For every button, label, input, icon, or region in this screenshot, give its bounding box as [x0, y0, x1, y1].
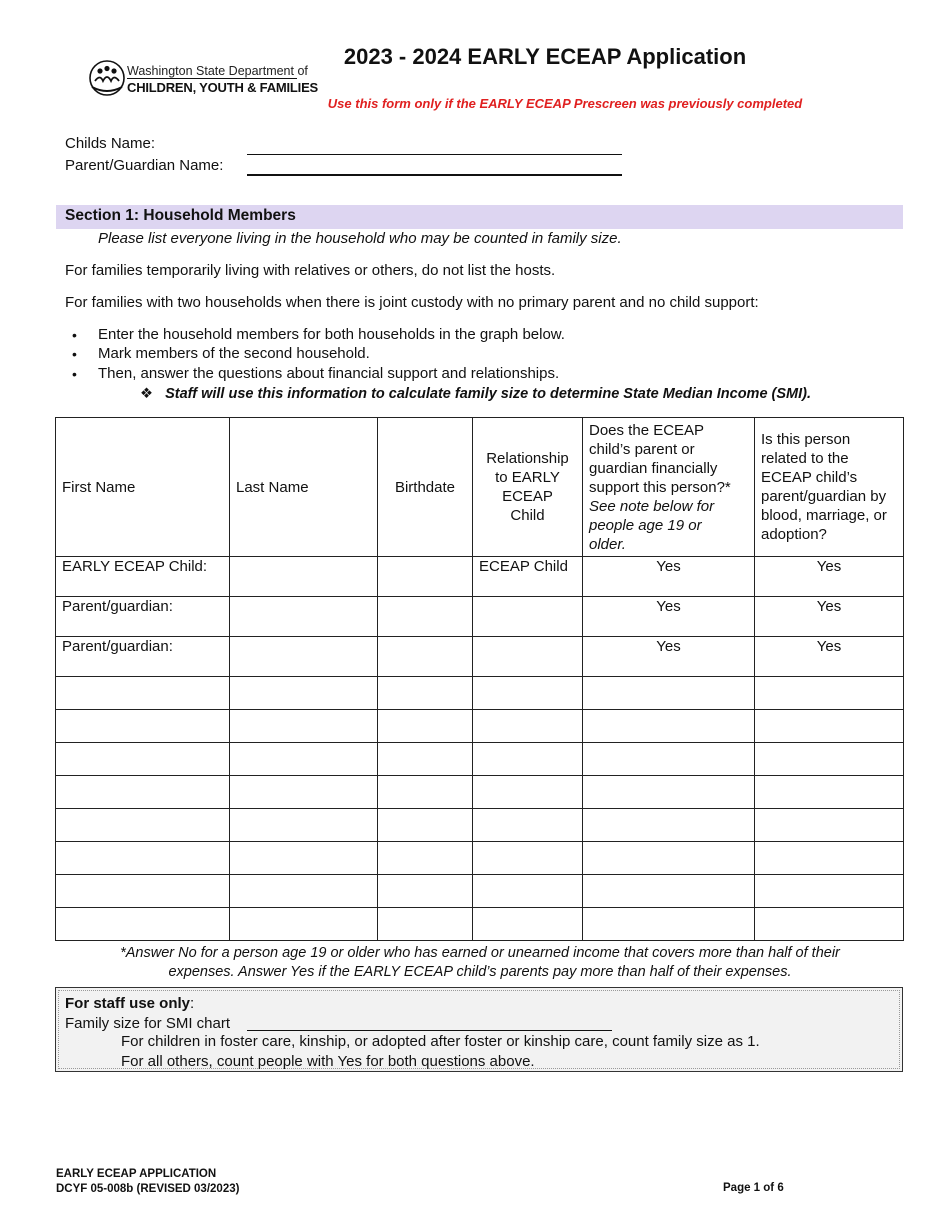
- cell-related[interactable]: [755, 776, 904, 809]
- cell-relationship[interactable]: [473, 710, 583, 743]
- cell-birthdate[interactable]: [378, 637, 473, 677]
- cell-first-name: EARLY ECEAP Child:: [56, 557, 230, 597]
- cell-financial-support[interactable]: [583, 677, 755, 710]
- cell-relationship[interactable]: [473, 875, 583, 908]
- header-financial-support: Does the ECEAP child’s parent or guardian financially support this person?* See note below for people age 19 or older.: [583, 418, 755, 557]
- child-name-field[interactable]: [247, 154, 622, 155]
- logo-agency-text: CHILDREN, YOUTH & FAMILIES: [127, 80, 319, 95]
- footer-form-number: DCYF 05-008b (REVISED 03/2023): [56, 1183, 240, 1195]
- cell-related: Yes: [755, 637, 904, 677]
- table-row-empty: [56, 875, 904, 908]
- cell-first-name[interactable]: [56, 776, 230, 809]
- child-name-label: Childs Name:: [65, 135, 156, 152]
- cell-last-name[interactable]: [230, 809, 378, 842]
- table-header-row: [56, 418, 904, 557]
- dcyf-logo-icon: [88, 59, 126, 99]
- cell-relationship[interactable]: [473, 677, 583, 710]
- table-row-empty: [56, 776, 904, 809]
- page-number: Page 1 of 6: [723, 1182, 784, 1194]
- page-title: 2023 - 2024 EARLY ECEAP Application: [343, 44, 747, 69]
- table-footnote: *Answer No for a person age 19 or older who has earned or unearned income that covers more than half of their expenses. Answer Yes if the EARLY ECEAP child’s parents pay more than half of their expenses.: [120, 945, 840, 980]
- table-row-empty: [56, 842, 904, 875]
- cell-birthdate[interactable]: [378, 597, 473, 637]
- cell-last-name[interactable]: [230, 637, 378, 677]
- footer-form-name: EARLY ECEAP APPLICATION: [56, 1168, 217, 1180]
- cell-last-name[interactable]: [230, 743, 378, 776]
- cell-financial-support[interactable]: [583, 809, 755, 842]
- staff-use-box: [55, 987, 903, 1072]
- cell-birthdate[interactable]: [378, 875, 473, 908]
- cell-first-name: Parent/guardian:: [56, 637, 230, 677]
- cell-financial-support[interactable]: [583, 875, 755, 908]
- cell-relationship[interactable]: [473, 908, 583, 941]
- bullet-item-3: Then, answer the questions about financial support and relationships.: [98, 365, 560, 382]
- cell-related[interactable]: [755, 677, 904, 710]
- staff-smi-note-text: Staff will use this information to calculate family size to determine State Median Income (SMI).: [165, 386, 812, 402]
- cell-first-name[interactable]: [56, 743, 230, 776]
- logo-department-text: Washington State Department of: [127, 64, 308, 78]
- cell-birthdate[interactable]: [378, 809, 473, 842]
- staff-note-others: For all others, count people with Yes for both questions above.: [121, 1053, 535, 1070]
- table-row-empty: [56, 809, 904, 842]
- cell-last-name[interactable]: [230, 597, 378, 637]
- logo-rule: [127, 78, 297, 79]
- cell-financial-support[interactable]: [583, 710, 755, 743]
- cell-last-name[interactable]: [230, 875, 378, 908]
- staff-smi-note: [140, 386, 811, 402]
- cell-first-name[interactable]: [56, 908, 230, 941]
- header-related: Is this person related to the ECEAP child’s parent/guardian by blood, marriage, or adoption?: [755, 418, 904, 557]
- parent-name-field[interactable]: [247, 174, 622, 176]
- header-first-name: First Name: [56, 418, 230, 557]
- cell-related[interactable]: [755, 842, 904, 875]
- cell-financial-support[interactable]: [583, 776, 755, 809]
- cell-first-name[interactable]: [56, 710, 230, 743]
- staff-note-foster: For children in foster care, kinship, or adopted after foster or kinship care, count family size as 1.: [121, 1033, 760, 1050]
- cell-birthdate[interactable]: [378, 677, 473, 710]
- cell-related[interactable]: [755, 743, 904, 776]
- bullet-item-1: Enter the household members for both households in the graph below.: [98, 326, 565, 343]
- section-1-para-joint-custody: For families with two households when there is joint custody with no primary parent and no child support:: [65, 294, 759, 311]
- household-members-table: [55, 417, 904, 941]
- table-row-empty: [56, 743, 904, 776]
- bullet-icon: •: [72, 327, 77, 343]
- cell-last-name[interactable]: [230, 557, 378, 597]
- cell-last-name[interactable]: [230, 842, 378, 875]
- cell-related[interactable]: [755, 710, 904, 743]
- cell-related: Yes: [755, 557, 904, 597]
- cell-birthdate[interactable]: [378, 842, 473, 875]
- table-row-empty: [56, 677, 904, 710]
- bullet-item-2: Mark members of the second household.: [98, 345, 370, 362]
- cell-financial-support: Yes: [583, 637, 755, 677]
- cell-last-name[interactable]: [230, 677, 378, 710]
- header-relationship: Relationship to EARLY ECEAP Child: [473, 418, 583, 557]
- cell-last-name[interactable]: [230, 710, 378, 743]
- cell-related: Yes: [755, 597, 904, 637]
- cell-first-name[interactable]: [56, 875, 230, 908]
- cell-relationship[interactable]: [473, 842, 583, 875]
- section-1-title: Section 1: Household Members: [65, 207, 296, 224]
- cell-relationship[interactable]: [473, 809, 583, 842]
- cell-relationship[interactable]: [473, 776, 583, 809]
- cell-first-name[interactable]: [56, 842, 230, 875]
- header-last-name: Last Name: [230, 418, 378, 557]
- cell-first-name[interactable]: [56, 677, 230, 710]
- cell-birthdate[interactable]: [378, 557, 473, 597]
- cell-birthdate[interactable]: [378, 776, 473, 809]
- header-birthdate: Birthdate: [378, 418, 473, 557]
- cell-birthdate[interactable]: [378, 710, 473, 743]
- footer-form-info: [56, 1167, 239, 1197]
- cell-relationship[interactable]: [473, 597, 583, 637]
- cell-financial-support[interactable]: [583, 842, 755, 875]
- diamond-bullet-icon: ❖: [140, 386, 153, 402]
- family-size-field[interactable]: [247, 1030, 612, 1031]
- table-row: [56, 637, 904, 677]
- cell-relationship[interactable]: [473, 743, 583, 776]
- cell-financial-support: Yes: [583, 557, 755, 597]
- cell-related[interactable]: [755, 875, 904, 908]
- cell-birthdate[interactable]: [378, 908, 473, 941]
- cell-financial-support[interactable]: [583, 743, 755, 776]
- cell-relationship[interactable]: [473, 637, 583, 677]
- cell-financial-support: Yes: [583, 597, 755, 637]
- cell-relationship: ECEAP Child: [473, 557, 583, 597]
- table-row: [56, 557, 904, 597]
- table-row-empty: [56, 710, 904, 743]
- family-size-label: Family size for SMI chart: [65, 1015, 231, 1032]
- section-1-intro: Please list everyone living in the household who may be counted in family size.: [98, 230, 622, 247]
- section-1-para-hosts: For families temporarily living with relatives or others, do not list the hosts.: [65, 262, 556, 279]
- cell-related[interactable]: [755, 908, 904, 941]
- table-row-empty: [56, 908, 904, 941]
- bullet-icon: •: [72, 366, 77, 382]
- form-usage-warning: Use this form only if the EARLY ECEAP Prescreen was previously completed: [327, 96, 803, 111]
- cell-last-name[interactable]: [230, 776, 378, 809]
- cell-birthdate[interactable]: [378, 743, 473, 776]
- cell-last-name[interactable]: [230, 908, 378, 941]
- parent-name-label: Parent/Guardian Name:: [65, 157, 224, 174]
- cell-financial-support[interactable]: [583, 908, 755, 941]
- cell-first-name[interactable]: [56, 809, 230, 842]
- cell-first-name: Parent/guardian:: [56, 597, 230, 637]
- table-row: [56, 597, 904, 637]
- staff-use-title: For staff use only:: [65, 995, 195, 1012]
- cell-related[interactable]: [755, 809, 904, 842]
- bullet-icon: •: [72, 346, 77, 362]
